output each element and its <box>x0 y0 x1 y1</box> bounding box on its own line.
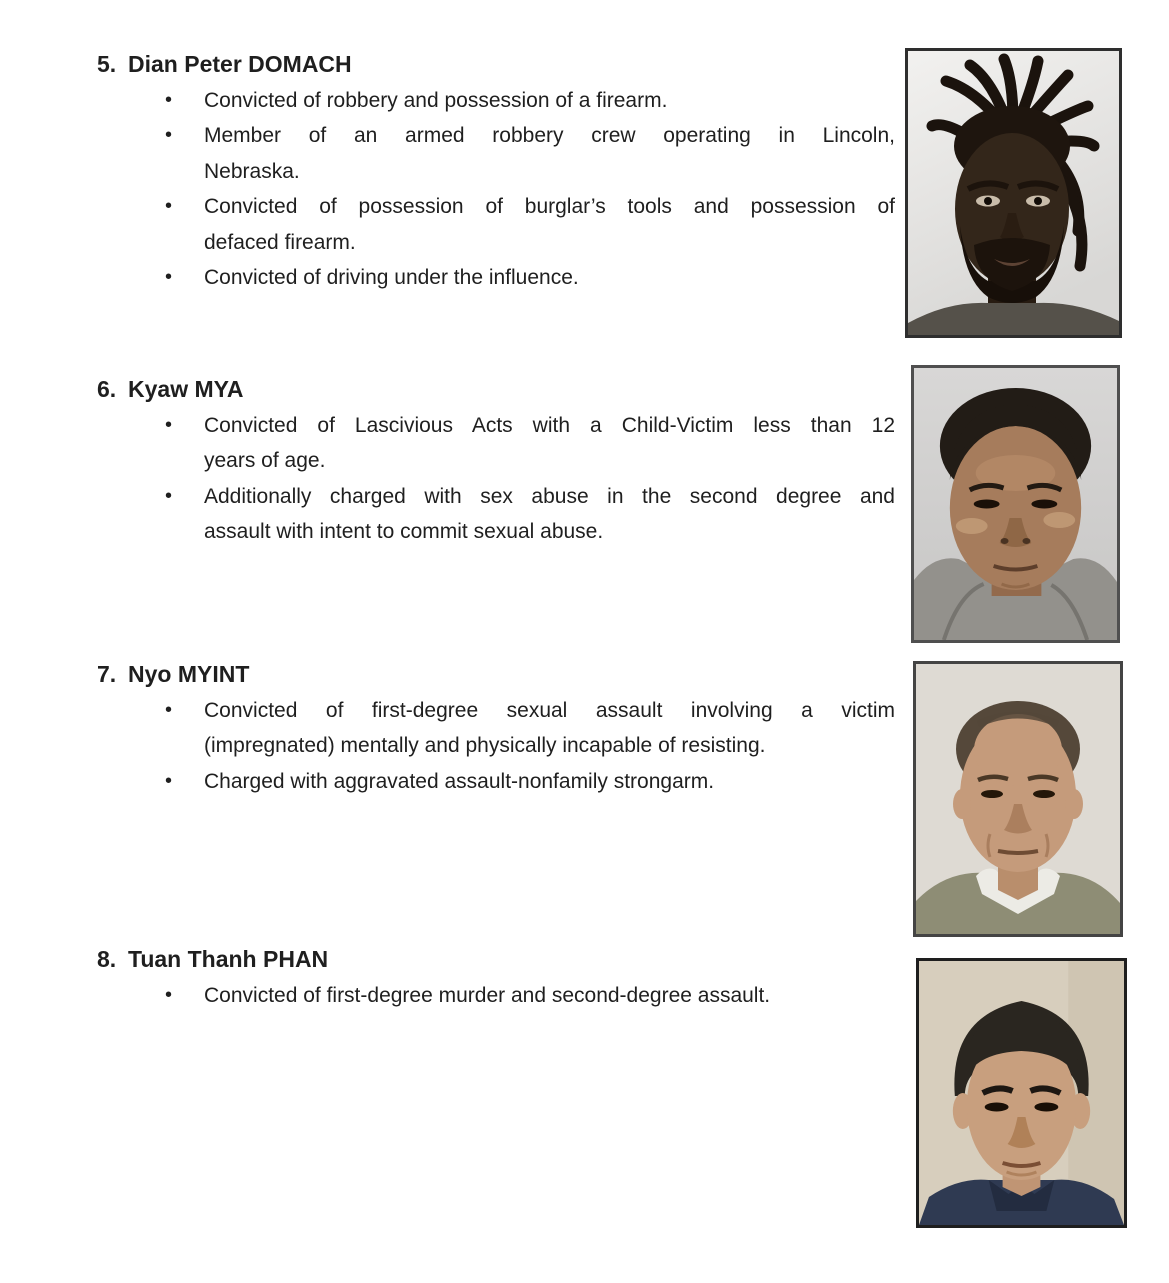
entry-7-myint <box>97 657 895 799</box>
bullet-item <box>160 189 895 260</box>
mugshot-photo-phan <box>916 958 1127 1228</box>
entry-number: 8. <box>97 946 117 972</box>
entry-8-phan <box>97 942 892 1013</box>
entry-name: Dian Peter DOMACH <box>128 51 352 77</box>
entry-5-domach <box>97 47 895 296</box>
bullet-line: defaced firearm. <box>204 230 356 254</box>
bullet-marker: • <box>165 266 173 288</box>
mugshot-image-phan <box>919 961 1124 1225</box>
mugshot-photo-myint <box>913 661 1123 937</box>
bullet-item <box>160 479 895 550</box>
bullet-marker: • <box>165 769 173 792</box>
bullet-line: Convicted of first-degree murder and second-degree assault. <box>204 983 771 1007</box>
bullet-marker: • <box>165 88 173 111</box>
bullet-line: Nebraska. <box>204 159 300 183</box>
entry-heading <box>97 47 892 83</box>
bullet-item <box>160 408 895 479</box>
bullet-marker: • <box>165 413 173 436</box>
bullet-line: Convicted of possession of burglar’s tools and possession of <box>204 195 895 218</box>
bullet-list <box>97 978 892 1014</box>
bullet-item <box>160 83 892 119</box>
bullet-list <box>97 408 895 550</box>
bullet-line: Convicted of robbery and possession of a firearm. <box>204 88 668 112</box>
bullet-line: (impregnated) mentally and physically incapable of resisting. <box>204 734 766 757</box>
mugshot-image-myint <box>916 664 1120 934</box>
bullet-line: Charged with aggravated assault-nonfamily strongarm. <box>204 769 715 793</box>
bullet-list <box>97 693 895 800</box>
bullet-marker: • <box>165 484 173 507</box>
entry-number: 7. <box>97 661 117 687</box>
bullet-marker: • <box>165 983 173 1006</box>
bullet-line: Member of an armed robbery crew operating in Lincoln, <box>204 124 895 147</box>
bullet-line: Convicted of first-degree sexual assault involving a victim <box>204 698 895 722</box>
mugshot-image-domach <box>908 51 1119 335</box>
bullet-item <box>160 118 895 189</box>
entry-name: Kyaw MYA <box>128 376 244 402</box>
bullet-list <box>97 83 895 296</box>
entry-6-mya <box>97 372 895 550</box>
mugshot-photo-domach <box>905 48 1122 338</box>
bullet-item <box>160 764 892 800</box>
bullet-line: Convicted of Lascivious Acts with a Child-Victim less than 12 <box>204 413 895 437</box>
entry-heading <box>97 372 892 408</box>
bullet-item <box>160 693 895 764</box>
mugshot-photo-mya <box>911 365 1120 643</box>
entry-heading <box>97 942 892 978</box>
bullet-line: Additionally charged with sex abuse in the second degree and <box>204 484 895 508</box>
bullet-marker: • <box>165 124 173 146</box>
entry-heading <box>97 657 892 693</box>
entry-name: Nyo MYINT <box>128 661 250 687</box>
bullet-item <box>160 260 892 296</box>
entry-name: Tuan Thanh PHAN <box>128 946 329 972</box>
entry-number: 6. <box>97 376 117 402</box>
bullet-line: years of age. <box>204 449 326 472</box>
bullet-line: Convicted of driving under the influence. <box>204 266 579 289</box>
bullet-marker: • <box>165 698 173 721</box>
mugshot-image-mya <box>914 368 1117 640</box>
entry-number: 5. <box>97 51 117 77</box>
bullet-item <box>160 978 892 1014</box>
bullet-line: assault with intent to commit sexual abuse. <box>204 520 604 543</box>
bullet-marker: • <box>165 195 173 217</box>
